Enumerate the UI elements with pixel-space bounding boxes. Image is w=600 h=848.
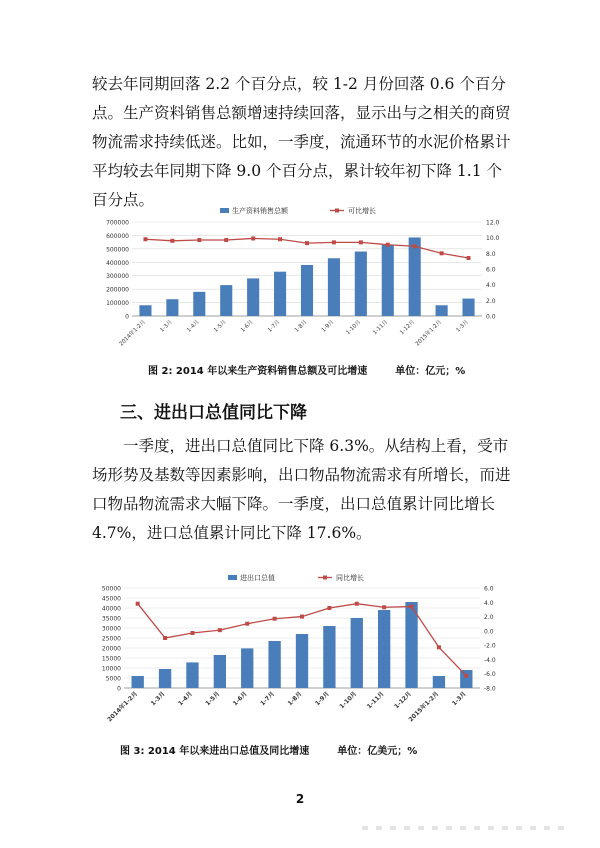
y-right-tick-label: 8.0 (486, 250, 496, 258)
line-point (251, 236, 255, 240)
x-tick-label: 1-6月 (240, 319, 255, 334)
x-tick-label: 1-12月 (399, 319, 417, 337)
x-tick-label: 2015年1-2月 (407, 690, 441, 724)
y-right-tick-label: 4.0 (484, 599, 494, 607)
x-tick-label: 1-7月 (259, 690, 277, 708)
x-tick-label: 1-9月 (320, 319, 336, 334)
line-point (305, 241, 309, 245)
bar (462, 299, 474, 316)
bar (382, 245, 394, 316)
x-tick-label: 2014年1-2月 (118, 319, 147, 348)
x-tick-label: 1-5月 (204, 690, 222, 708)
line-point (300, 615, 304, 619)
line-point (245, 622, 249, 626)
bar (214, 655, 226, 688)
bar (132, 676, 144, 688)
legend-label: 进出口总值 (240, 574, 275, 582)
scan-artifact (362, 826, 572, 830)
line-point (218, 628, 222, 632)
y-right-tick-label: -6.0 (484, 671, 496, 679)
y-left-tick-label: 100000 (106, 300, 129, 308)
y-left-tick-label: 20000 (101, 645, 121, 653)
x-tick-label: 1-8月 (293, 319, 309, 334)
x-tick-label: 1-3月 (450, 690, 468, 708)
line-point (413, 244, 417, 248)
line-point (273, 617, 277, 621)
y-right-tick-label: -4.0 (484, 656, 496, 664)
x-tick-label: 1-4月 (177, 690, 194, 708)
bar (166, 299, 178, 316)
line-point (327, 606, 331, 610)
bar (268, 641, 280, 688)
y-left-tick-label: 35000 (101, 615, 121, 623)
line-point (355, 602, 359, 606)
bar (186, 662, 198, 688)
y-right-tick-label: -2.0 (484, 642, 496, 650)
x-tick-label: 1-3月 (159, 319, 174, 334)
x-tick-label: 1-5月 (213, 319, 228, 334)
y-left-tick-label: 0 (117, 685, 121, 693)
y-right-tick-label: 2.0 (484, 614, 494, 622)
line-point (437, 645, 441, 649)
figure-caption-3 (120, 742, 417, 757)
x-tick-label: 1-10月 (338, 690, 359, 711)
bar (433, 676, 445, 688)
line-point (410, 605, 414, 609)
bar (220, 285, 232, 316)
y-left-tick-label: 0 (125, 313, 129, 321)
x-tick-label: 1-9月 (313, 690, 331, 708)
bar (139, 305, 151, 316)
y-right-tick-label: 2.0 (486, 297, 496, 305)
x-tick-label: 2015年1-2月 (414, 319, 444, 348)
caption-unit: 单位：亿美元；% (337, 746, 418, 757)
line-point (190, 631, 194, 635)
caption-unit: 单位：亿元；% (395, 366, 466, 377)
page-number: 2 (295, 792, 305, 806)
bar (409, 237, 421, 316)
x-tick-label: 2014年1-2月 (106, 690, 140, 724)
chart-production-materials (90, 200, 520, 356)
y-left-tick-label: 700000 (106, 219, 129, 227)
y-left-tick-label: 45000 (101, 595, 121, 603)
y-right-tick-label: 4.0 (486, 282, 496, 290)
bar (241, 648, 253, 688)
y-left-tick-label: 10000 (101, 665, 121, 673)
line-point (382, 605, 386, 609)
y-left-tick-label: 50000 (101, 585, 121, 593)
bar (159, 669, 171, 688)
section-heading: 三、进出口总值同比下降 (120, 403, 307, 423)
legend-label: 同比增长 (336, 574, 364, 582)
x-tick-label: 1-12月 (393, 690, 413, 711)
y-right-tick-label: 12.0 (486, 219, 500, 227)
y-right-tick-label: 0.0 (484, 628, 494, 636)
line-point (386, 243, 390, 247)
bar (247, 278, 259, 316)
line-point (163, 636, 167, 640)
y-left-tick-label: 25000 (101, 635, 121, 643)
line-point (359, 240, 363, 244)
bar (355, 252, 367, 316)
bar (328, 258, 340, 316)
legend-swatch-bar (228, 575, 237, 580)
line-point (332, 240, 336, 244)
line-point (464, 674, 468, 678)
y-left-tick-label: 400000 (106, 259, 129, 267)
line-point (467, 256, 471, 260)
y-left-tick-label: 200000 (106, 286, 129, 294)
y-right-tick-label: -8.0 (484, 685, 496, 693)
y-right-tick-label: 10.0 (486, 235, 500, 243)
bar (436, 305, 448, 316)
line-point (440, 251, 444, 255)
line-point (197, 238, 201, 242)
x-tick-label: 1-7月 (267, 319, 282, 334)
x-tick-label: 1-11月 (372, 319, 390, 337)
y-left-tick-label: 40000 (101, 605, 121, 613)
bar (193, 292, 205, 316)
bar (301, 265, 313, 316)
y-right-tick-label: 0.0 (486, 313, 496, 321)
legend-label: 可比增长 (348, 207, 376, 215)
figure-caption-2 (148, 362, 465, 377)
y-right-tick-label: 6.0 (486, 266, 496, 274)
chart-import-export (88, 566, 518, 736)
bar (323, 626, 335, 688)
y-left-tick-label: 300000 (106, 273, 129, 281)
line-point (278, 237, 282, 241)
y-left-tick-label: 500000 (106, 246, 129, 254)
line-point (136, 602, 140, 606)
x-tick-label: 1-3月 (149, 690, 167, 708)
x-tick-label: 1-8月 (286, 690, 304, 708)
paragraph-body-1: 较去年同期回落 2.2 个百分点，较 1-2 月份回落 0.6 个百分点。生产资料销售总额增速持续回落，显示出与之相关的商贸物流需求持续低迷。比如，一季度，流通环节的水泥价格累计平均较去年同期下降 9.0 个百分点，累计较年初下降 1.1 个百分点。 (92, 75, 511, 209)
legend-label: 生产资料销售总额 (232, 207, 288, 215)
x-tick-label: 1-10月 (345, 319, 363, 337)
y-left-tick-label: 15000 (101, 655, 121, 663)
x-tick-label: 1-4月 (186, 319, 201, 334)
legend-swatch-marker (335, 209, 339, 213)
line-point (224, 238, 228, 242)
legend-swatch-bar (220, 208, 229, 213)
y-left-tick-label: 5000 (105, 675, 121, 683)
y-left-tick-label: 600000 (106, 232, 129, 240)
bar (351, 618, 363, 688)
caption-title: 图 2: 2014 年以来生产资料销售总额及可比增速 (148, 366, 368, 377)
bar (274, 272, 286, 316)
line-point (170, 239, 174, 243)
legend-swatch-marker (323, 576, 327, 580)
x-tick-label: 1-3月 (455, 319, 470, 334)
x-tick-label: 1-6月 (231, 690, 249, 708)
y-right-tick-label: 6.0 (484, 585, 494, 593)
y-left-tick-label: 30000 (101, 625, 121, 633)
bar (378, 610, 390, 688)
bar (460, 670, 472, 688)
caption-title: 图 3: 2014 年以来进出口总值及同比增速 (120, 746, 310, 757)
paragraph-body-2: 一季度，进出口总值同比下降 6.3%。从结构上看，受市场形势及基数等因素影响，出口物品物流需求有所增长，而进口物品物流需求大幅下降。一季度，出口总值累计同比增长 4.7%，进口总值累计同比下降 17.6%。 (92, 437, 511, 542)
x-tick-label: 1-11月 (365, 690, 386, 711)
bar (296, 634, 308, 688)
bar (405, 602, 417, 688)
line-point (143, 237, 147, 241)
